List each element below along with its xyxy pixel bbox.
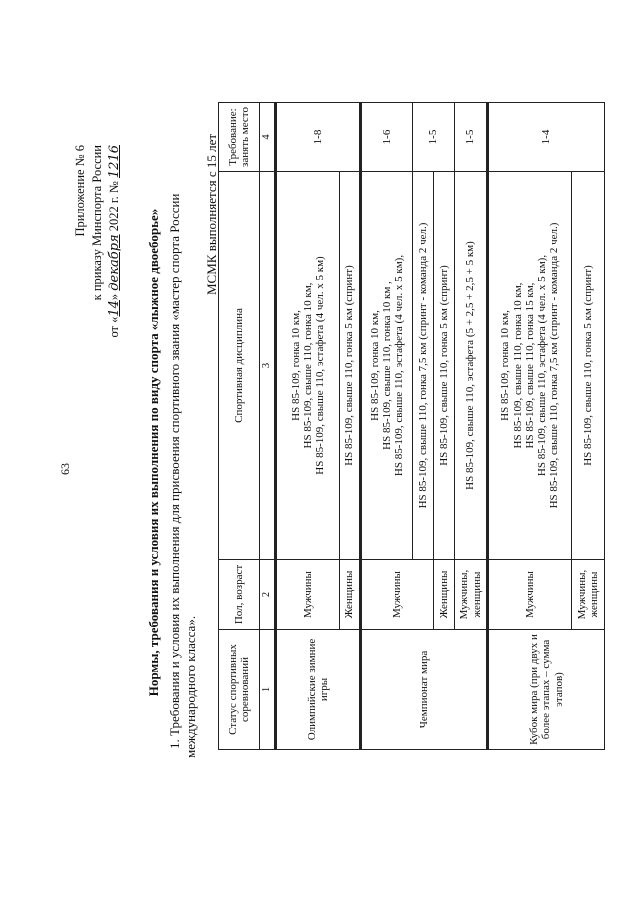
header-number: 3 bbox=[260, 172, 276, 560]
discipline-line: HS 85-109, свыше 110, эстафета (5 + 2,5 + 2,5 + 5 км) bbox=[464, 241, 477, 490]
discipline-line: HS 85-109, свыше 110, гонка 10 км, bbox=[511, 282, 524, 449]
discipline-line: HS 85-109, свыше 110, эстафета (4 чел. х 5 км), bbox=[536, 254, 549, 477]
discipline-line: HS 85-109, свыше 110, гонка 10 км , bbox=[380, 281, 393, 450]
discipline-cell bbox=[413, 172, 434, 560]
place-cell: 1-6 bbox=[361, 103, 413, 172]
age-note: МСМК выполняется с 15 лет bbox=[204, 133, 219, 295]
discipline-cell bbox=[361, 172, 413, 560]
discipline-cell bbox=[340, 172, 361, 560]
gender-cell: Мужчины, женщины bbox=[572, 560, 605, 630]
place-cell: 1-5 bbox=[413, 103, 455, 172]
header-number: 1 bbox=[260, 630, 276, 750]
discipline-line: HS 85-109, свыше 110, гонка 15 км, bbox=[523, 282, 536, 449]
discipline-cell bbox=[455, 172, 488, 560]
page-number: 63 bbox=[58, 463, 72, 475]
intro-line-1: 1. Требования и условия их выполнения для присвоения спортивного звания «мастер спорта России bbox=[167, 193, 182, 749]
place-cell: 1-8 bbox=[276, 103, 361, 172]
table-row bbox=[488, 103, 572, 750]
header-gender-age: Пол, возраст bbox=[219, 560, 260, 630]
discipline-line: HS 85-109, свыше 110, гонка 7,5 км (спринт - команда 2 чел.) bbox=[416, 222, 429, 509]
gender-cell: Мужчины bbox=[488, 560, 572, 630]
discipline-cell bbox=[434, 172, 455, 560]
date-mid: » bbox=[107, 293, 121, 301]
discipline-line: HS 85-109, гонка 10 км, bbox=[368, 310, 381, 421]
header-number: 4 bbox=[260, 103, 276, 172]
gender-cell: Женщины bbox=[434, 560, 455, 630]
header-number: 2 bbox=[260, 560, 276, 630]
handwritten-order-number: 1216 bbox=[107, 145, 122, 179]
discipline-line: HS 85-109, свыше 110, гонка 5 км (спринт) bbox=[437, 265, 450, 466]
intro-line-2: международного класса». bbox=[183, 615, 198, 758]
header-place: Требование: занять место bbox=[219, 103, 260, 172]
place-cell: 1-5 bbox=[455, 103, 488, 172]
table-header-row bbox=[219, 103, 260, 750]
gender-cell: Женщины bbox=[340, 560, 361, 630]
gender-cell: Мужчины bbox=[361, 560, 434, 630]
discipline-line: HS 85-109, гонка 10 км, bbox=[499, 310, 512, 421]
handwritten-month: декабря bbox=[107, 234, 122, 291]
discipline-line: HS 85-109, гонка 10 км, bbox=[289, 310, 302, 421]
discipline-cell bbox=[276, 172, 340, 560]
date-prefix: от « bbox=[107, 316, 121, 338]
discipline-line: HS 85-109, свыше 110, гонка 10 км, bbox=[301, 282, 314, 449]
status-cell: Чемпионат мира bbox=[361, 630, 488, 750]
discipline-cell bbox=[572, 172, 605, 560]
handwritten-day: 14 bbox=[107, 300, 122, 317]
appendix-label: Приложение № 6 bbox=[73, 145, 87, 237]
discipline-line: HS 85-109, свыше 110, гонка 5 км (спринт) bbox=[343, 265, 356, 466]
discipline-line: HS 85-109, свыше 110, эстафета (4 чел. х 5 км) bbox=[314, 256, 327, 475]
year-prefix: 2022 г. № bbox=[107, 181, 121, 232]
status-cell: Кубок мира (при двух и более этапах – сумма этапов) bbox=[488, 630, 605, 750]
discipline-line: HS 85-109, свыше 110, гонка 7,5 км (спринт - команда 2 чел.) bbox=[548, 222, 561, 509]
appendix-date-line bbox=[108, 145, 121, 338]
gender-cell: Мужчины, женщины bbox=[455, 560, 488, 630]
table-number-row bbox=[260, 103, 276, 750]
discipline-line: HS 85-109, свыше 110, гонка 5 км (спринт) bbox=[581, 265, 594, 466]
place-cell: 1-4 bbox=[488, 103, 605, 172]
discipline-line: HS 85-109, свыше 110, эстафета (4 чел. х 5 км), bbox=[393, 254, 406, 477]
header-status: Статус спортивных соревнований bbox=[219, 630, 260, 750]
table-row bbox=[361, 103, 413, 750]
appendix-order-ref: к приказу Минспорта России bbox=[90, 145, 104, 301]
table-row bbox=[276, 103, 340, 750]
norms-table bbox=[218, 102, 605, 750]
document-title: Нормы, требования и условия их выполнения по виду спорта «лыжное двоеборье» bbox=[146, 208, 161, 697]
status-cell: Олимпийские зимние игры bbox=[276, 630, 361, 750]
header-discipline: Спортивная дисциплина bbox=[219, 172, 260, 560]
discipline-cell bbox=[488, 172, 572, 560]
gender-cell: Мужчины bbox=[276, 560, 340, 630]
